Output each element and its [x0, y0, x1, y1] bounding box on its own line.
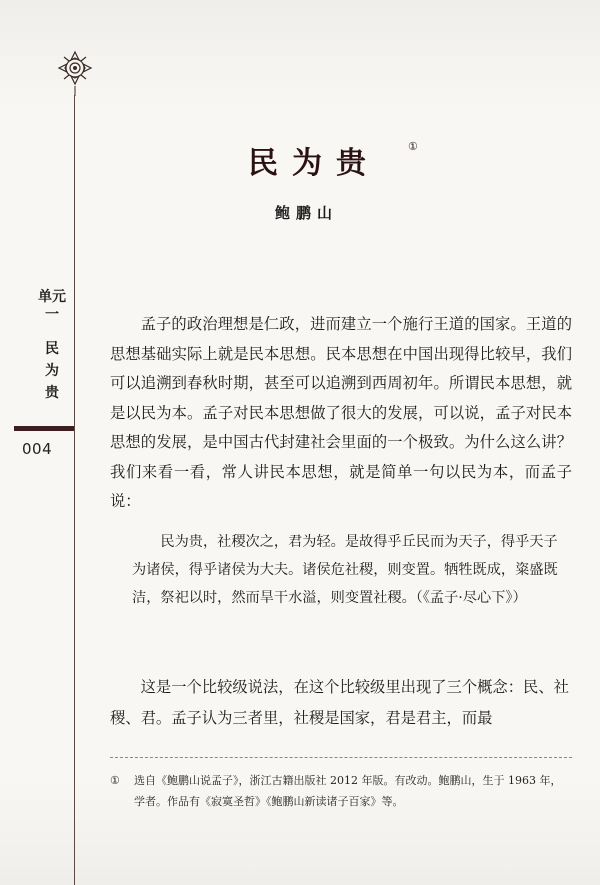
- paragraph-2: 这是一个比较级说法，在这个比较级里出现了三个概念：民、社稷、君。孟子认为三者里，社稷是国家，君是君主，而最: [110, 678, 569, 727]
- body-text-continued: [110, 672, 572, 734]
- section-char-1: 民: [45, 341, 59, 357]
- page-title: 民为贵: [248, 146, 380, 181]
- quotation-text: 民为贵，社稷次之，君为轻。是故得乎丘民而为天子，得乎天子为诸侯，得乎诸侯为大夫。诸侯危社稷，则变置。牺牲既成，粢盛既洁，祭祀以时，然而旱干水溢，则变置社稷。（《孟子·尽心下》）: [132, 534, 558, 606]
- footnote-line-1: 选自《鲍鹏山说孟子》，浙江古籍出版社 2012 年版。有改动。鲍鹏山，生于 1963 年，: [134, 774, 562, 787]
- quotation-block: [132, 528, 562, 612]
- author-name: 鲍鹏山: [275, 204, 339, 222]
- section-char-3: 贵: [45, 385, 59, 401]
- margin-rule: [74, 95, 75, 885]
- title-footnote-mark[interactable]: ①: [408, 140, 418, 153]
- section-char-2: 为: [45, 363, 59, 379]
- page-number: 004: [22, 440, 53, 458]
- unit-label: 单元一: [38, 289, 66, 323]
- ornament-icon: [56, 48, 94, 96]
- unit-side-label: [32, 288, 72, 406]
- footnote-line-2: 学者。作品有《寂寞圣哲》《鲍鹏山新读诸子百家》等。: [134, 795, 404, 808]
- footnote: [110, 770, 572, 812]
- paragraph-1: 孟子的政治理想是仁政，进而建立一个施行王道的国家。王道的思想基础实际上就是民本思想。民本思想在中国出现得比较早，我们可以追溯到春秋时期，甚至可以追溯到西周初年。所谓民本思想，就是以民为本。孟子对民本思想做了很大的发展，可以说，孟子对民本思想的发展，是中国古代封建社会里面的一个极致。为什么这么讲？我们来看一看，常人讲民本思想，就是简单一句以民为本，而孟子说：: [110, 315, 572, 510]
- footnote-number: ①: [110, 774, 120, 787]
- side-marker-bar: [14, 426, 74, 431]
- footnote-divider: [110, 757, 572, 758]
- body-text: [110, 310, 572, 517]
